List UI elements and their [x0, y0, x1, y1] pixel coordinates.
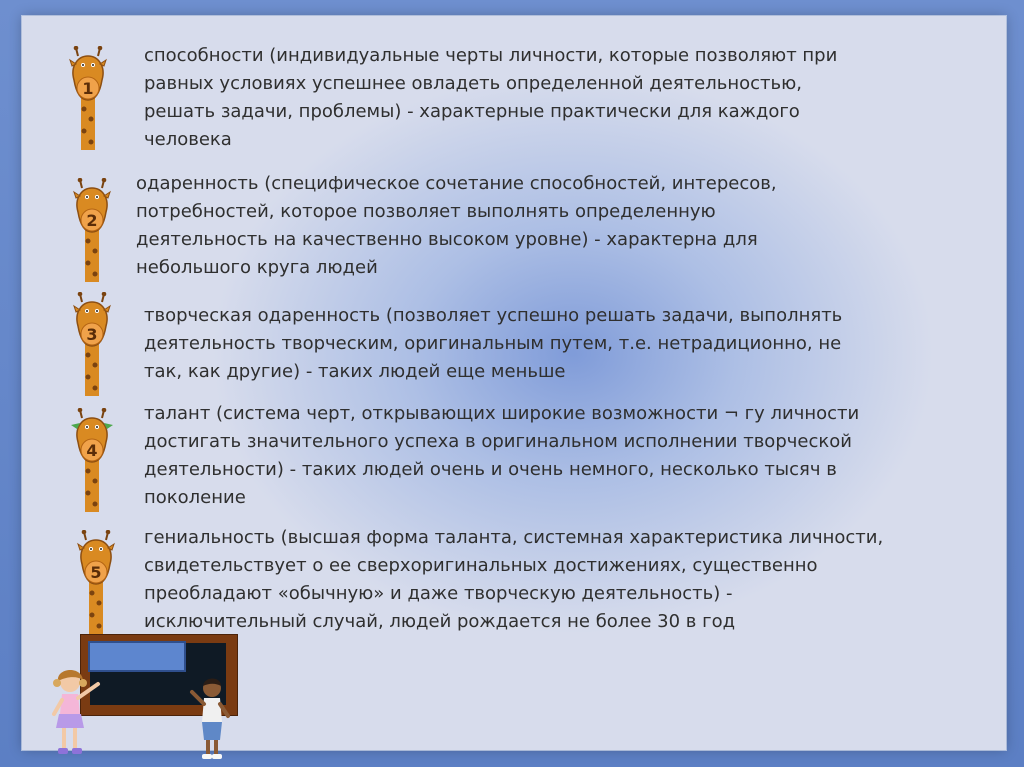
list-item-3 [22, 290, 1006, 390]
list-item-4 [22, 400, 1006, 518]
list-item-5 [22, 522, 1006, 642]
giraffe-2-svg [70, 178, 114, 282]
giraffe-4-svg [70, 408, 114, 512]
giraffe-number-icon [66, 46, 110, 150]
definition-text: одаренность (специфическое сочетание способностей, интересов, потребностей, которое позволяет выполнять определенную деятельность на качественно высоком уровне) - характерна для небольшого круга людей [136, 173, 777, 278]
slide-panel [22, 16, 1006, 750]
giraffe-number-icon [74, 530, 118, 634]
girl-pointing-svg [46, 666, 104, 760]
boy-pointing-icon [188, 674, 236, 760]
list-item-1 [22, 40, 1006, 162]
blackboard-illustration [46, 630, 236, 764]
svg-text:4: 4 [86, 441, 98, 460]
giraffe-number-icon [70, 178, 114, 282]
definition-text: гениальность (высшая форма таланта, системная характеристика личности, свидетельствует о ее сверхоригинальных достижениях, существенно преобладают «обычную» и даже творческую деятельность) - исключительный случай, людей рождается не более 30 в год [144, 527, 884, 632]
giraffe-number-icon [70, 292, 114, 396]
definition-text: творческая одаренность (позволяет успешно решать задачи, выполнять деятельность творческим, оригинальным путем, т.е. нетрадиционно, не так, как другие) - таких людей еще меньше [144, 305, 843, 382]
giraffe-3-svg [70, 292, 114, 396]
definition-text: способности (индивидуальные черты личности, которые позволяют при равных условиях успешнее овладеть определенной деятельностью, решать задачи, проблемы) - характерные практически для каждого человека [144, 45, 838, 150]
svg-text:5: 5 [90, 563, 102, 582]
svg-text:3: 3 [86, 325, 98, 344]
girl-pointing-icon [46, 666, 104, 760]
svg-text:1: 1 [82, 79, 94, 98]
boy-pointing-svg [188, 674, 236, 760]
giraffe-5-svg [74, 530, 118, 634]
giraffe-1-svg [66, 46, 110, 150]
definition-text: талант (система черт, открывающих широкие возможности ¬ гу личности достигать значительного успеха в оригинальном исполнении творческой деятельности) - таких людей очень и очень немного, несколько тысяч в поколение [144, 403, 860, 508]
list-item-2 [22, 170, 1006, 282]
svg-text:2: 2 [86, 211, 98, 230]
giraffe-number-icon [70, 408, 114, 512]
